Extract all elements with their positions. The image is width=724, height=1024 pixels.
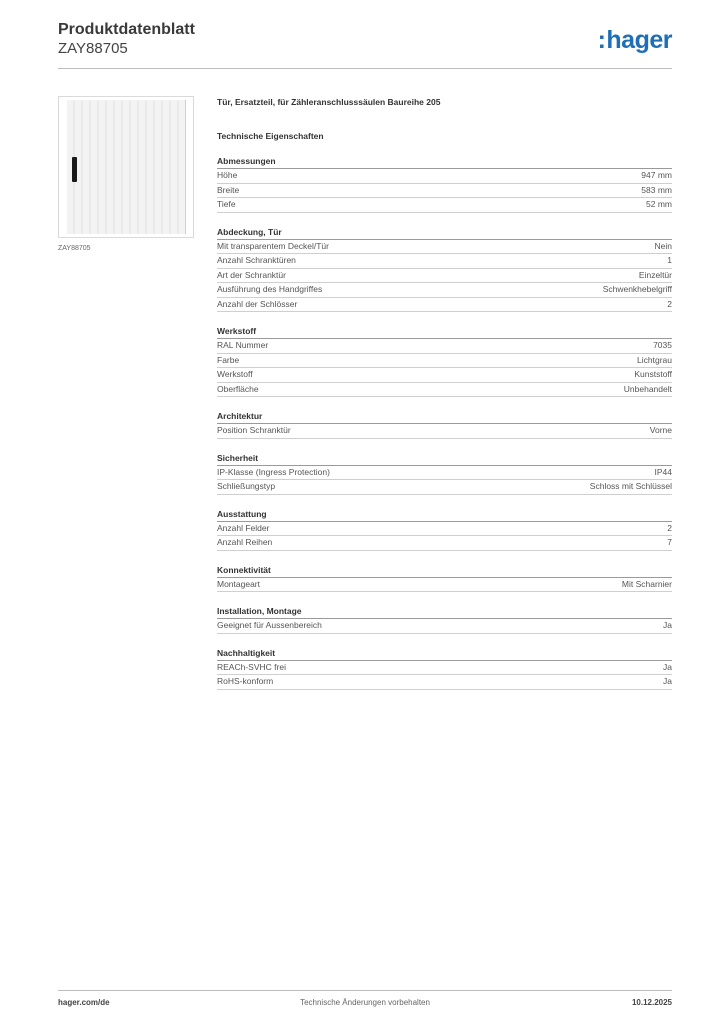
property-row <box>217 368 672 383</box>
property-row <box>217 298 672 313</box>
section-title: Abmessungen <box>217 154 672 169</box>
property-label: Anzahl Schranktüren <box>217 255 296 265</box>
property-row <box>217 424 672 439</box>
property-section <box>217 154 672 213</box>
property-value: Schwenkhebelgriff <box>602 284 672 294</box>
property-value: Ja <box>663 620 672 630</box>
property-value: IP44 <box>654 466 672 477</box>
property-section <box>217 507 672 551</box>
logo-text: hager <box>606 26 672 54</box>
property-label: Breite <box>217 184 240 195</box>
page-header <box>58 20 672 68</box>
property-row <box>217 466 672 481</box>
header-divider <box>58 68 672 69</box>
property-value: 947 mm <box>641 170 672 180</box>
property-section <box>217 563 672 593</box>
property-row <box>217 619 672 634</box>
property-section <box>217 451 672 495</box>
property-row <box>217 522 672 537</box>
property-label: Werkstoff <box>217 369 253 379</box>
property-value: Ja <box>663 676 672 686</box>
door-panel <box>67 100 186 234</box>
property-value: Ja <box>663 661 672 672</box>
property-label: Anzahl der Schlösser <box>217 298 298 309</box>
property-label: Montageart <box>217 578 260 589</box>
logo-dot: : <box>597 26 606 54</box>
property-value: 7035 <box>653 340 672 350</box>
section-title: Sicherheit <box>217 451 672 466</box>
property-section <box>217 646 672 690</box>
footer-date: 10.12.2025 <box>631 998 672 1007</box>
property-section <box>217 409 672 439</box>
property-row <box>217 339 672 354</box>
document-title: Produktdatenblatt <box>58 21 195 38</box>
property-row <box>217 661 672 676</box>
image-caption: ZAY88705 <box>58 245 91 252</box>
section-title: Nachhaltigkeit <box>217 646 672 661</box>
property-label: Tiefe <box>217 199 236 209</box>
property-row <box>217 198 672 213</box>
section-title: Ausstattung <box>217 507 672 522</box>
property-label: REACh-SVHC frei <box>217 661 286 672</box>
product-code: ZAY88705 <box>58 40 128 57</box>
property-label: Anzahl Reihen <box>217 537 273 547</box>
footer-disclaimer: Technische Änderungen vorbehalten <box>300 998 430 1007</box>
section-title: Installation, Montage <box>217 604 672 619</box>
property-row <box>217 184 672 199</box>
property-label: RAL Nummer <box>217 340 269 350</box>
property-row <box>217 283 672 298</box>
property-value: 583 mm <box>641 184 672 195</box>
property-value: Nein <box>654 240 672 251</box>
product-description: Tür, Ersatzteil, für Zähleranschlusssäulen Baureihe 205 <box>217 97 441 107</box>
property-label: Höhe <box>217 170 238 180</box>
property-row <box>217 578 672 593</box>
property-label: Ausführung des Handgriffes <box>217 284 323 294</box>
property-row <box>217 254 672 269</box>
properties-list <box>217 154 672 690</box>
property-label: IP-Klasse (Ingress Protection) <box>217 466 330 477</box>
property-label: Farbe <box>217 354 240 365</box>
property-row <box>217 480 672 495</box>
property-section <box>217 604 672 634</box>
property-row <box>217 383 672 398</box>
section-title: Abdeckung, Tür <box>217 225 672 240</box>
property-row <box>217 169 672 184</box>
property-value: 7 <box>667 537 672 547</box>
content-area <box>217 96 672 690</box>
property-value: Lichtgrau <box>637 354 672 365</box>
footer-website-link[interactable]: hager.com/de <box>58 998 110 1007</box>
property-value: Unbehandelt <box>623 383 672 394</box>
property-section <box>217 324 672 397</box>
property-value: 1 <box>667 255 672 265</box>
property-label: Schließungstyp <box>217 481 276 491</box>
property-row <box>217 675 672 690</box>
property-row <box>217 536 672 551</box>
property-value: 2 <box>667 298 672 309</box>
hager-logo <box>598 26 672 55</box>
property-label: Geeignet für Aussenbereich <box>217 620 322 630</box>
property-label: Mit transparentem Deckel/Tür <box>217 240 329 251</box>
property-value: Einzeltür <box>638 269 672 280</box>
footer-divider <box>58 990 672 991</box>
property-section <box>217 225 672 313</box>
property-value: Vorne <box>649 425 672 435</box>
property-value: 52 mm <box>646 199 672 209</box>
cabinet-door-image <box>58 96 194 238</box>
property-label: RoHS-konform <box>217 676 274 686</box>
property-value: Mit Scharnier <box>621 578 672 589</box>
section-title: Architektur <box>217 409 672 424</box>
property-row <box>217 269 672 284</box>
property-label: Art der Schranktür <box>217 269 286 280</box>
property-value: Schloss mit Schlüssel <box>589 481 672 491</box>
section-title: Konnektivität <box>217 563 672 578</box>
property-label: Oberfläche <box>217 383 259 394</box>
property-label: Anzahl Felder <box>217 522 270 533</box>
property-row <box>217 240 672 255</box>
property-label: Position Schranktür <box>217 425 291 435</box>
door-handle <box>72 157 77 182</box>
tech-properties-heading: Technische Eigenschaften <box>217 131 324 141</box>
property-value: 2 <box>667 522 672 533</box>
property-value: Kunststoff <box>634 369 672 379</box>
property-row <box>217 354 672 369</box>
section-title: Werkstoff <box>217 324 672 339</box>
